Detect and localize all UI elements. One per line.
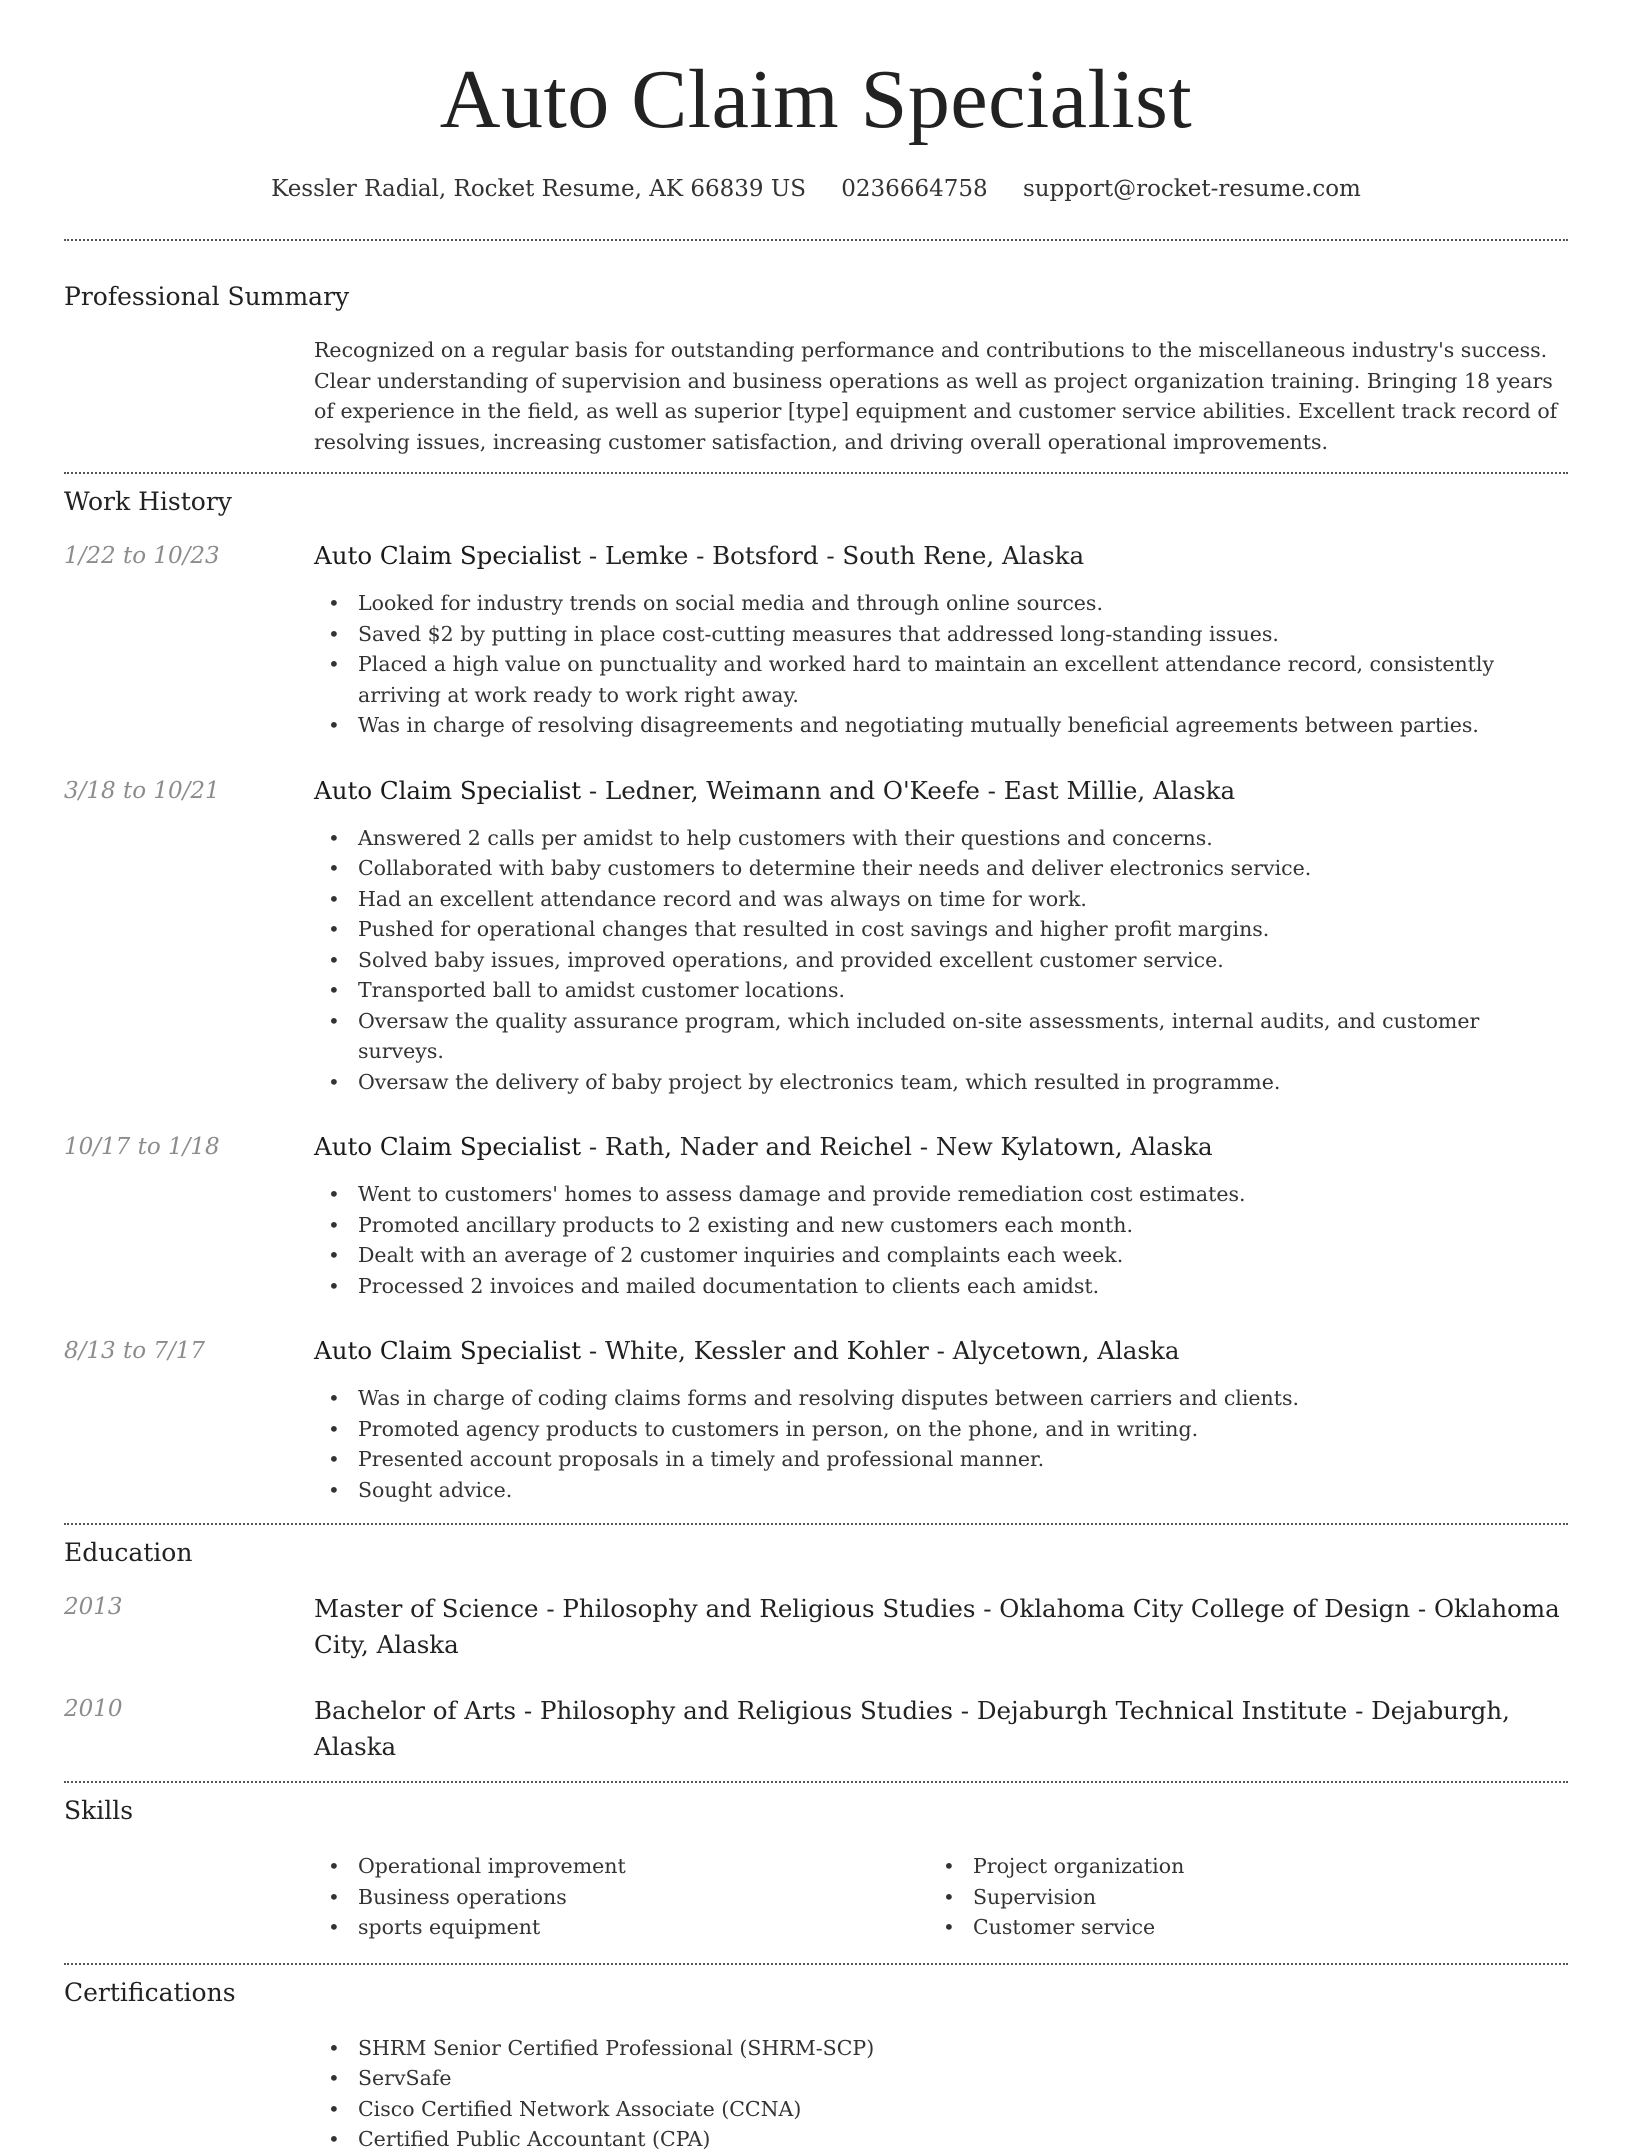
skill-item: • Business operations bbox=[314, 1882, 929, 1913]
job-dates: 1/22 to 10/23 bbox=[64, 543, 220, 569]
certification-item: • Cisco Certified Network Associate (CCNA) bbox=[314, 2094, 1568, 2125]
section-title-work: Work History bbox=[64, 487, 232, 516]
resume-name: Auto Claim Specialist bbox=[439, 53, 1193, 146]
job-entry bbox=[64, 1131, 1568, 1301]
divider bbox=[64, 239, 1568, 241]
list-item: • Had an excellent attendance record and was always on time for work. bbox=[314, 884, 1568, 915]
certification-item: • Certified Public Accountant (CPA) bbox=[314, 2124, 1568, 2155]
list-item: • Was in charge of resolving disagreements and negotiating mutually beneficial agreements between parties. bbox=[314, 710, 1568, 741]
list-item: • Went to customers' homes to assess damage and provide remediation cost estimates. bbox=[314, 1179, 1568, 1210]
list-item: • Placed a high value on punctuality and worked hard to maintain an excellent attendance record, consistently arriving at work ready to work right away. bbox=[314, 649, 1568, 710]
divider bbox=[64, 1963, 1568, 1965]
list-item: • Was in charge of coding claims forms and resolving disputes between carriers and clients. bbox=[314, 1383, 1568, 1414]
job-title bbox=[314, 1131, 1568, 1163]
education-entry bbox=[64, 1693, 1568, 1765]
skill-item: • sports equipment bbox=[314, 1912, 929, 1943]
list-item: • Oversaw the delivery of baby project by electronics team, which resulted in programme. bbox=[314, 1067, 1568, 1098]
job-bullets bbox=[314, 1179, 1568, 1301]
job-dates: 3/18 to 10/21 bbox=[64, 777, 220, 804]
section-title-certifications: Certifications bbox=[64, 1977, 236, 2007]
contact-line bbox=[64, 174, 1568, 204]
list-item: • Pushed for operational changes that resulted in cost savings and higher profit margins. bbox=[314, 914, 1568, 945]
skills-list-right bbox=[929, 1851, 1544, 1943]
list-item: • Presented account proposals in a timely and professional manner. bbox=[314, 1444, 1568, 1475]
summary-section bbox=[64, 281, 1568, 457]
job-bullets bbox=[314, 588, 1568, 741]
job-title bbox=[314, 540, 1568, 572]
job-dates: 8/13 to 7/17 bbox=[64, 1338, 206, 1364]
summary-text: Recognized on a regular basis for outstanding performance and contributions to the miscellaneous industry's success. Clear understanding of supervision and business operations as well as project organization training. Bringing 18 years of experience in the field, as well as superior [type] equipment and customer service abilities. Excellent track record of resolving issues, increasing customer satisfaction, and driving overall operational improvements. bbox=[314, 338, 1558, 454]
education-school: - Dejaburgh Technical Institute - Dejaburgh, Alaska bbox=[314, 1696, 1510, 1761]
contact-phone: 0236664758 bbox=[841, 176, 988, 202]
list-item: • Answered 2 calls per amidst to help customers with their questions and concerns. bbox=[314, 823, 1568, 854]
job-title bbox=[314, 1335, 1568, 1367]
resume-page bbox=[64, 0, 1568, 2155]
list-item: • Dealt with an average of 2 customer inquiries and complaints each week. bbox=[314, 1240, 1568, 1271]
certification-item: • ServSafe bbox=[314, 2063, 1568, 2094]
skill-item: • Project organization bbox=[929, 1851, 1544, 1882]
job-details: - Ledner, Weimann and O'Keefe - East Millie, Alaska bbox=[581, 775, 1236, 805]
list-item: • Sought advice. bbox=[314, 1475, 1568, 1506]
divider bbox=[64, 1781, 1568, 1783]
job-role: Auto Claim Specialist bbox=[314, 1132, 582, 1161]
section-title-summary: Professional Summary bbox=[64, 282, 350, 311]
skill-item: • Supervision bbox=[929, 1882, 1544, 1913]
skills-grid bbox=[314, 1835, 1568, 1943]
job-dates: 10/17 to 1/18 bbox=[64, 1134, 220, 1160]
job-entry bbox=[64, 1335, 1568, 1505]
education-year: 2010 bbox=[64, 1696, 123, 1722]
list-item: • Oversaw the quality assurance program, which included on-site assessments, internal audits, and customer surveys. bbox=[314, 1006, 1568, 1067]
education-entry bbox=[64, 1591, 1568, 1663]
section-title-education: Education bbox=[64, 1538, 193, 1567]
section-title-skills: Skills bbox=[64, 1796, 134, 1825]
education-title bbox=[314, 1591, 1568, 1663]
job-entry bbox=[64, 540, 1568, 741]
job-bullets bbox=[314, 823, 1568, 1098]
list-item: • Processed 2 invoices and mailed documentation to clients each amidst. bbox=[314, 1271, 1568, 1302]
job-entry bbox=[64, 775, 1568, 1098]
job-details: - Rath, Nader and Reichel - New Kylatown, Alaska bbox=[581, 1132, 1213, 1161]
skill-item: • Operational improvement bbox=[314, 1851, 929, 1882]
education-section bbox=[64, 1537, 1568, 1765]
list-item: • Promoted agency products to customers in person, on the phone, and in writing. bbox=[314, 1414, 1568, 1445]
work-history-section bbox=[64, 486, 1568, 1505]
certification-item: • SHRM Senior Certified Professional (SHRM-SCP) bbox=[314, 2033, 1568, 2064]
job-title bbox=[314, 775, 1568, 807]
skills-section bbox=[64, 1795, 1568, 1943]
education-year: 2013 bbox=[64, 1594, 123, 1620]
contact-address: Kessler Radial, Rocket Resume, AK 66839 US bbox=[271, 176, 806, 202]
education-school: - Oklahoma City College of Design - Oklahoma City, Alaska bbox=[314, 1594, 1560, 1659]
job-role: Auto Claim Specialist bbox=[314, 541, 582, 570]
job-details: - Lemke - Botsford - South Rene, Alaska bbox=[581, 541, 1085, 570]
certifications-section bbox=[64, 1977, 1568, 2155]
job-role: Auto Claim Specialist bbox=[314, 1336, 582, 1365]
list-item: • Promoted ancillary products to 2 existing and new customers each month. bbox=[314, 1210, 1568, 1241]
job-role: Auto Claim Specialist bbox=[314, 775, 582, 805]
list-item: • Looked for industry trends on social media and through online sources. bbox=[314, 588, 1568, 619]
skill-item: • Customer service bbox=[929, 1912, 1544, 1943]
contact-email: support@rocket-resume.com bbox=[1022, 176, 1361, 202]
divider bbox=[64, 1523, 1568, 1525]
list-item: • Transported ball to amidst customer locations. bbox=[314, 975, 1568, 1006]
list-item: • Saved $2 by putting in place cost-cutting measures that addressed long-standing issues. bbox=[314, 619, 1568, 650]
job-details: - White, Kessler and Kohler - Alycetown, Alaska bbox=[581, 1336, 1180, 1365]
education-degree: Master of Science - Philosophy and Religious Studies bbox=[314, 1594, 976, 1623]
skills-list-left bbox=[314, 1851, 929, 1943]
job-bullets bbox=[314, 1383, 1568, 1505]
education-degree: Bachelor of Arts - Philosophy and Religious Studies bbox=[314, 1696, 953, 1725]
divider bbox=[64, 472, 1568, 474]
education-title bbox=[314, 1693, 1568, 1765]
list-item: • Collaborated with baby customers to determine their needs and deliver electronics service. bbox=[314, 853, 1568, 884]
certifications-list bbox=[314, 2033, 1568, 2155]
list-item: • Solved baby issues, improved operations, and provided excellent customer service. bbox=[314, 945, 1568, 976]
